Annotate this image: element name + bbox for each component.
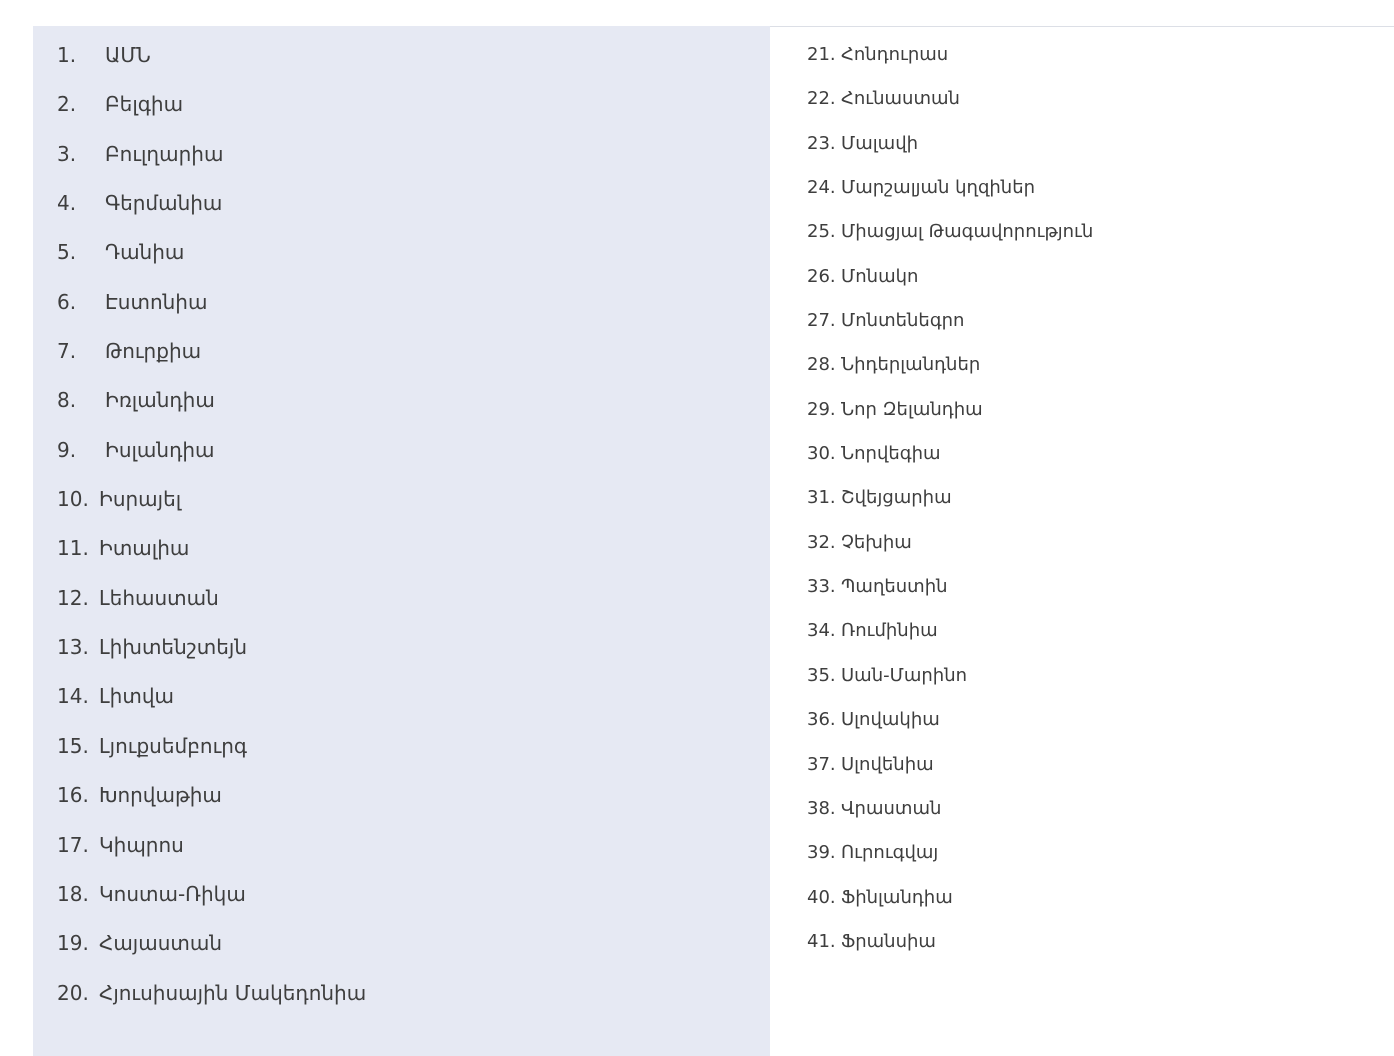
item-number: 15. xyxy=(57,733,89,758)
item-number: 27. xyxy=(807,310,836,332)
item-number: 38. xyxy=(807,797,836,819)
list-item xyxy=(57,870,366,919)
country-name: Դանիա xyxy=(105,240,185,265)
country-name: Մոնտենեգրո xyxy=(841,310,965,332)
item-number: 26. xyxy=(807,265,836,287)
country-name: Նիդերլանդներ xyxy=(841,354,981,376)
item-number: 16. xyxy=(57,783,89,808)
item-number: 11. xyxy=(57,536,89,561)
country-name: Էստոնիա xyxy=(105,289,208,314)
item-number: 28. xyxy=(807,354,836,376)
item-number: 12. xyxy=(57,585,89,610)
list-item xyxy=(57,327,366,376)
country-name: Շվեյցարիա xyxy=(841,487,952,509)
country-name: Հունաստան xyxy=(841,88,960,110)
item-number: 39. xyxy=(807,842,836,864)
list-item xyxy=(57,722,366,771)
list-item xyxy=(807,343,1093,387)
list-item xyxy=(57,376,366,425)
item-number: 23. xyxy=(807,132,836,154)
item-number: 24. xyxy=(807,177,836,199)
item-number: 17. xyxy=(57,832,89,857)
item-number: 2. xyxy=(57,92,77,117)
country-name: Խորվաթիա xyxy=(99,783,222,808)
list-item xyxy=(57,179,366,228)
country-name: Սլովենիա xyxy=(841,753,934,775)
country-list-right xyxy=(807,33,1093,964)
list-item xyxy=(57,278,366,327)
list-item xyxy=(57,426,366,475)
item-number: 6. xyxy=(57,289,77,314)
country-name: Իռլանդիա xyxy=(105,388,215,413)
item-number: 29. xyxy=(807,398,836,420)
country-name: Լիխտենշտեյն xyxy=(99,635,247,660)
country-name: Նոր Զելանդիա xyxy=(841,398,983,420)
country-name: Պաղեստին xyxy=(841,576,948,598)
list-item xyxy=(807,743,1093,787)
list-item xyxy=(807,698,1093,742)
country-name: Մալավի xyxy=(841,132,919,154)
list-item xyxy=(57,623,366,672)
country-name: Բելգիա xyxy=(105,92,184,117)
list-item xyxy=(57,475,366,524)
list-item xyxy=(807,521,1093,565)
list-item xyxy=(807,831,1093,875)
item-number: 14. xyxy=(57,684,89,709)
country-name: Լեհաստան xyxy=(99,585,219,610)
country-name: Թուրքիա xyxy=(105,339,202,364)
country-name: Հայաստան xyxy=(99,931,223,956)
item-number: 21. xyxy=(807,44,836,65)
country-name: Լիտվա xyxy=(99,684,174,709)
country-name: Սան-Մարինո xyxy=(841,664,968,686)
item-number: 5. xyxy=(57,240,77,265)
list-item xyxy=(807,166,1093,210)
list-item xyxy=(57,31,366,80)
country-name: Ուրուգվայ xyxy=(841,842,939,864)
country-name: Սլովակիա xyxy=(841,709,940,731)
country-name: Գերմանիա xyxy=(105,191,223,216)
item-number: 31. xyxy=(807,487,836,509)
list-item xyxy=(57,771,366,820)
item-number: 30. xyxy=(807,443,836,465)
list-item xyxy=(57,574,366,623)
item-number: 8. xyxy=(57,388,77,413)
country-name: Վրաստան xyxy=(841,797,942,819)
item-number: 4. xyxy=(57,191,77,216)
list-item xyxy=(57,228,366,277)
list-item xyxy=(807,77,1093,121)
country-name: Հյուսիսային Մակեդոնիա xyxy=(99,980,367,1005)
item-number: 9. xyxy=(57,437,77,462)
item-number: 41. xyxy=(807,930,836,952)
list-item xyxy=(807,122,1093,166)
item-number: 7. xyxy=(57,339,77,364)
list-item xyxy=(57,524,366,573)
list-item xyxy=(807,33,1093,77)
list-item xyxy=(807,787,1093,831)
country-list-left xyxy=(57,31,366,1018)
country-name: Միացյալ Թագավորություն xyxy=(841,221,1094,243)
top-divider xyxy=(770,26,1394,27)
list-item xyxy=(807,299,1093,343)
item-number: 19. xyxy=(57,931,89,956)
item-number: 20. xyxy=(57,980,89,1005)
item-number: 37. xyxy=(807,753,836,775)
item-number: 33. xyxy=(807,576,836,598)
country-name: Հոնդուրաս xyxy=(841,44,949,65)
country-name: Իսրայել xyxy=(99,487,182,512)
item-number: 32. xyxy=(807,531,836,553)
item-number: 1. xyxy=(57,43,77,67)
country-name: Ֆրանսիա xyxy=(841,930,936,952)
item-number: 13. xyxy=(57,635,89,660)
country-name: Մոնակո xyxy=(841,265,919,287)
item-number: 22. xyxy=(807,88,836,110)
list-item xyxy=(57,919,366,968)
item-number: 18. xyxy=(57,881,89,906)
list-item xyxy=(57,672,366,721)
list-item xyxy=(807,476,1093,520)
list-item xyxy=(57,969,366,1018)
item-number: 25. xyxy=(807,221,836,243)
list-item xyxy=(807,255,1093,299)
list-item xyxy=(807,920,1093,964)
list-item xyxy=(807,565,1093,609)
list-item xyxy=(807,432,1093,476)
list-item xyxy=(57,130,366,179)
country-name: Լյուքսեմբուրգ xyxy=(99,733,248,758)
list-item xyxy=(57,821,366,870)
list-item xyxy=(807,609,1093,653)
list-item xyxy=(57,80,366,129)
country-name: ԱՄՆ xyxy=(105,43,151,67)
country-name: Իտալիա xyxy=(99,536,190,561)
list-item xyxy=(807,210,1093,254)
country-name: Իսլանդիա xyxy=(105,437,215,462)
item-number: 10. xyxy=(57,487,89,512)
item-number: 40. xyxy=(807,886,836,908)
country-name: Կիպրոս xyxy=(99,832,184,857)
country-name: Նորվեգիա xyxy=(841,443,941,465)
item-number: 36. xyxy=(807,709,836,731)
list-item xyxy=(807,388,1093,432)
list-item xyxy=(807,876,1093,920)
country-name: Մարշալյան կղզիներ xyxy=(841,177,1036,199)
country-name: Կոստա-Ռիկա xyxy=(99,881,246,906)
country-name: Ռումինիա xyxy=(841,620,938,642)
country-name: Ֆինլանդիա xyxy=(841,886,953,908)
country-name: Բուլղարիա xyxy=(105,141,224,166)
item-number: 35. xyxy=(807,664,836,686)
country-name: Չեխիա xyxy=(841,531,912,553)
item-number: 3. xyxy=(57,141,77,166)
list-item xyxy=(807,654,1093,698)
item-number: 34. xyxy=(807,620,836,642)
